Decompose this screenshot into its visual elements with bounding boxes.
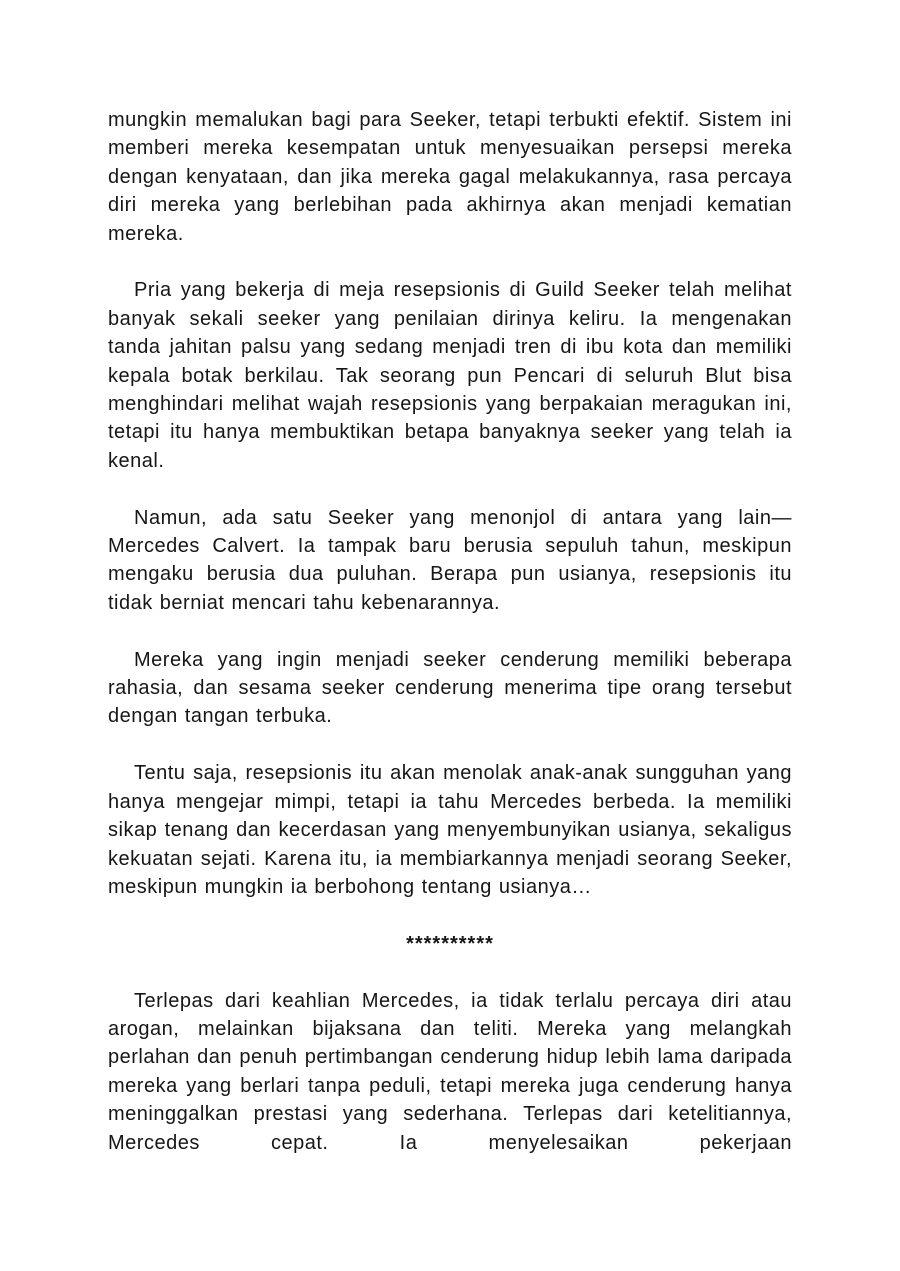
paragraph-6: Terlepas dari keahlian Mercedes, ia tidak terlalu percaya diri atau arogan, melainkan bijaksana dan teliti. Mereka yang melangkah perlahan dan penuh pertimbangan cenderung hidup lebih lama daripada mereka yang berlari tanpa peduli, tetapi mereka juga cenderung hanya meninggalkan prestasi yang sederhana. Terlepas dari ketelitiannya, Mercedes cepat. Ia menyelesaikan pekerjaan	[108, 989, 792, 1154]
paragraph-3: Namun, ada satu Seeker yang menonjol di antara yang lain—Mercedes Calvert. Ia tampak baru berusia sepuluh tahun, meskipun mengaku berusia dua puluhan. Berapa pun usianya, resepsionis itu tidak berniat mencari tahu kebenarannya.	[108, 506, 792, 614]
scene-break-separator: **********	[406, 932, 494, 955]
paragraph-2: Pria yang bekerja di meja resepsionis di Guild Seeker telah melihat banyak sekali seeker yang penilaian dirinya keliru. Ia mengenakan tanda jahitan palsu yang sedang menjadi tren di ibu kota dan memiliki kepala botak berkilau. Tak seorang pun Pencari di seluruh Blut bisa menghindari melihat wajah resepsionis yang berpakaian meragukan ini, tetapi itu hanya membuktikan betapa banyaknya seeker yang telah ia kenal.	[108, 279, 792, 472]
paragraph-4: Mereka yang ingin menjadi seeker cenderung memiliki beberapa rahasia, dan sesama seeker cenderung menerima tipe orang tersebut dengan tangan terbuka.	[108, 648, 792, 728]
paragraph-5: Tentu saja, resepsionis itu akan menolak anak-anak sungguhan yang hanya mengejar mimpi, tetapi ia tahu Mercedes berbeda. Ia memiliki sikap tenang dan kecerdasan yang menyembunyikan usianya, sekaligus kekuatan sejati. Karena itu, ia membiarkannya menjadi seorang Seeker, meskipun mungkin ia berbohong tentang usianya…	[108, 762, 792, 898]
paragraph-1: mungkin memalukan bagi para Seeker, tetapi terbukti efektif. Sistem ini memberi mereka kesempatan untuk menyesuaikan persepsi mereka dengan kenyataan, dan jika mereka gagal melakukannya, rasa percaya diri mereka yang berlebihan pada akhirnya akan menjadi kematian mereka.	[108, 109, 792, 245]
